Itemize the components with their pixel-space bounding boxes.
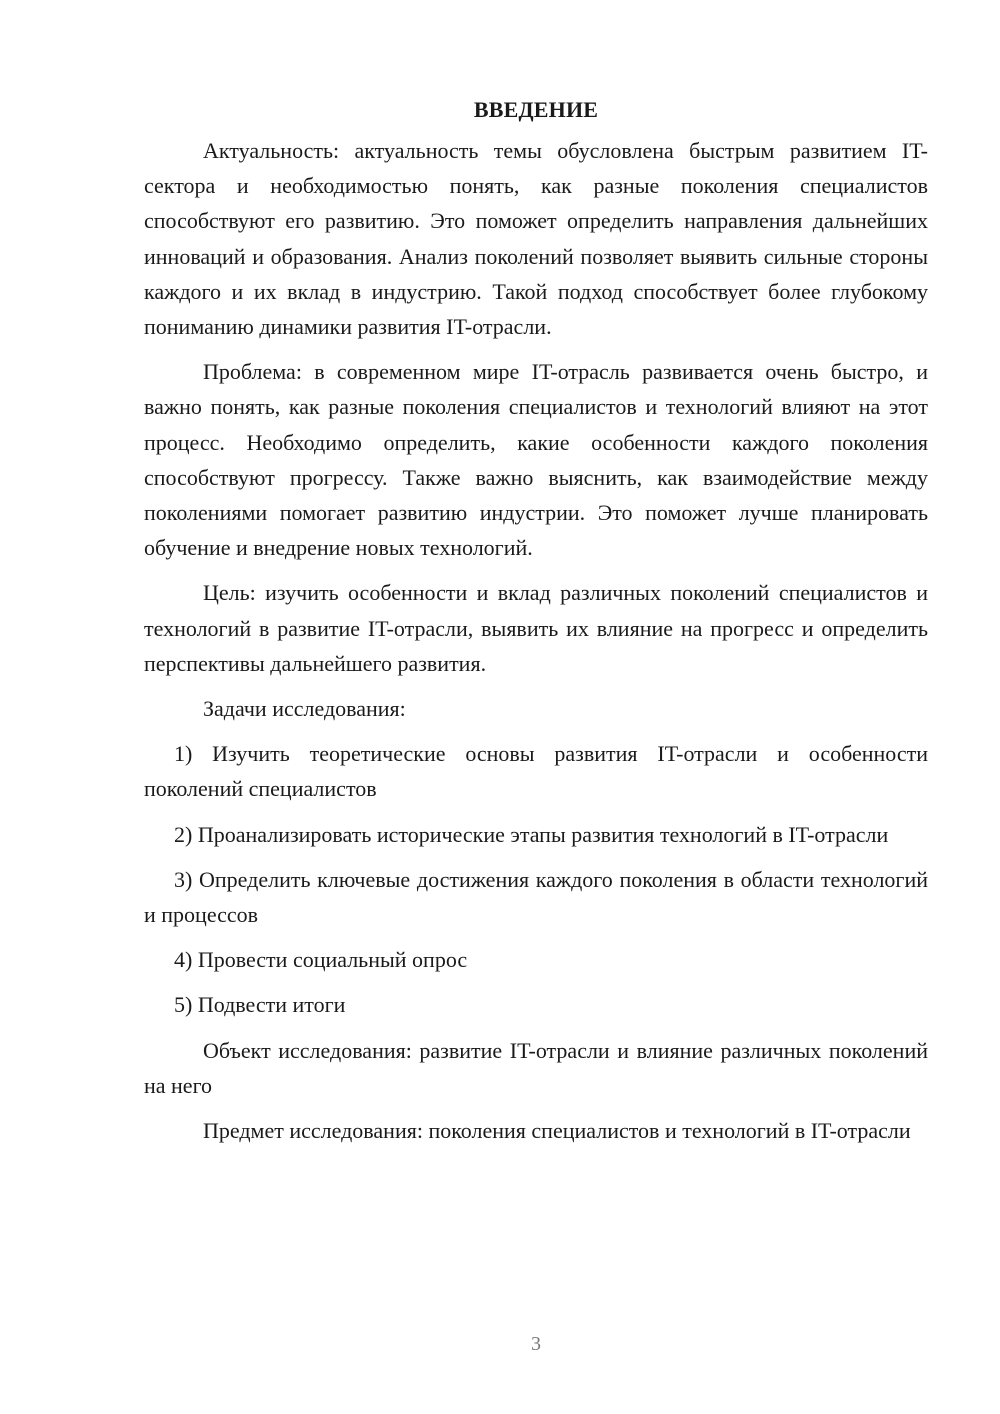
list-item: 2) Проанализировать исторические этапы развития технологий в IT-отрасли xyxy=(174,821,889,847)
goal-paragraph: Цель: изучить особенности и вклад различных поколений специалистов и технологий в развитие IT-отрасли, выявить их влияние на прогресс и определить перспективы дальнейшего развития. xyxy=(144,580,928,676)
list-item: 5) Подвести итоги xyxy=(174,992,346,1018)
object-paragraph: Объект исследования: развитие IT-отрасли и влияние различных поколений на него xyxy=(144,1037,928,1098)
subject-paragraph: Предмет исследования: поколения специалистов и технологий в IT-отрасли xyxy=(203,1118,911,1144)
list-item: 1) Изучить теоретические основы развития IT-отрасли и особенности поколений специалистов xyxy=(144,741,928,802)
section-heading: ВВЕДЕНИЕ xyxy=(473,97,599,122)
tasks-intro-paragraph: Задачи исследования: xyxy=(203,696,406,722)
tasks-list xyxy=(144,736,928,1022)
list-item: 3) Определить ключевые достижения каждого поколения в области технологий и процессов xyxy=(144,866,928,928)
page-number: 3 xyxy=(531,1333,541,1355)
list-item: 4) Провести социальный опрос xyxy=(174,947,468,973)
document-page xyxy=(144,92,928,1148)
problem-paragraph: Проблема: в современном мире IT-отрасль развивается очень быстро, и важно понять, как разные поколения специалистов и технологий влияют на этот процесс. Необходимо определить, какие особенности каждого поколения способствуют прогрессу. Также важно выяснить, как взаимодействие между поколениями помогает развитию индустрии. Это поможет лучше планировать обучение и внедрение новых технологий. xyxy=(144,359,928,561)
relevance-paragraph: Актуальность: актуальность темы обусловлена быстрым развитием IT-сектора и необходимостью понять, как разные поколения специалистов способствуют его развитию. Это поможет определить направления дальнейших инноваций и образования. Анализ поколений позволяет выявить сильные стороны каждого и их вклад в индустрию. Такой подход способствует более глубокому пониманию динамики развития IT-отрасли. xyxy=(144,138,928,340)
